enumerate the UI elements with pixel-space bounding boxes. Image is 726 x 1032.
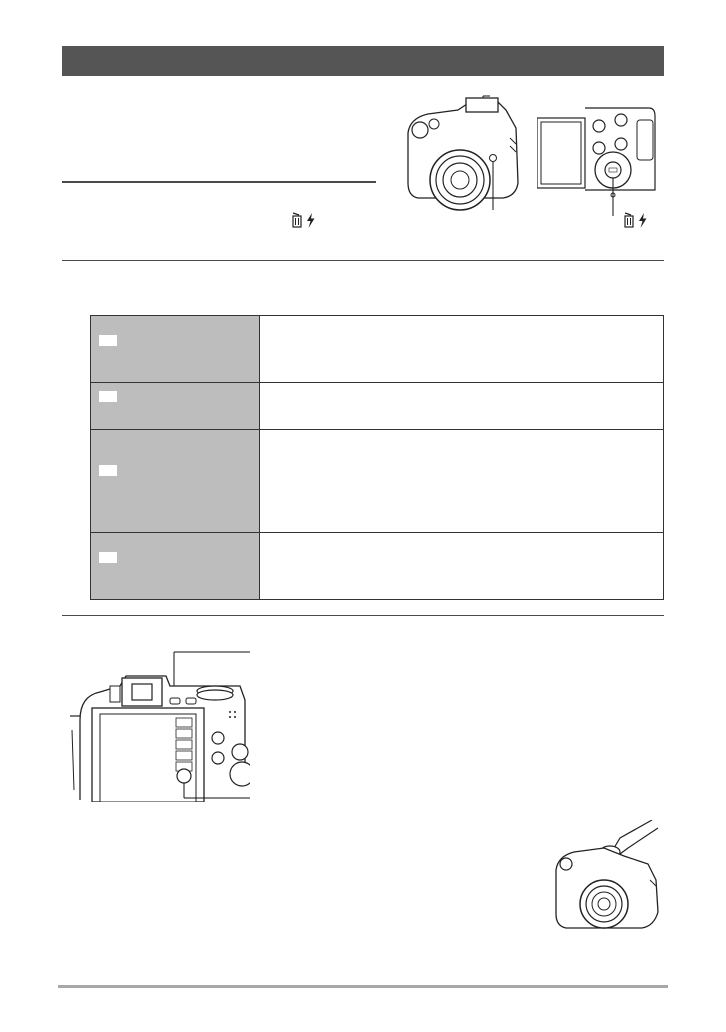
table-description-cell [260,533,664,600]
table-description-cell [260,430,664,533]
table-label-cell [91,383,260,430]
table-label-cell [91,430,260,533]
camera-back-monitor-illustration [70,640,250,802]
mode-marker [99,465,117,476]
table-row [91,316,664,383]
table-label-cell [91,316,260,383]
trash-icon [291,212,303,228]
table-row [91,383,664,430]
table-label-cell [91,533,260,600]
footer-bar [58,985,668,988]
section-header-bar [62,46,664,76]
camera-back-controls-illustration [537,98,657,218]
mode-table [90,315,664,600]
table-row [91,533,664,600]
flash-icon [306,213,315,228]
camera-finger-press-illustration [548,820,660,932]
divider-short [62,181,376,183]
table-description-cell [260,383,664,430]
mode-marker [99,335,117,346]
mode-marker [99,552,117,563]
table-description-cell [260,316,664,383]
table-row [91,430,664,533]
divider-2 [62,615,664,616]
camera-front-flash-illustration [398,88,530,233]
mode-marker [99,391,117,402]
divider-1 [62,260,664,261]
